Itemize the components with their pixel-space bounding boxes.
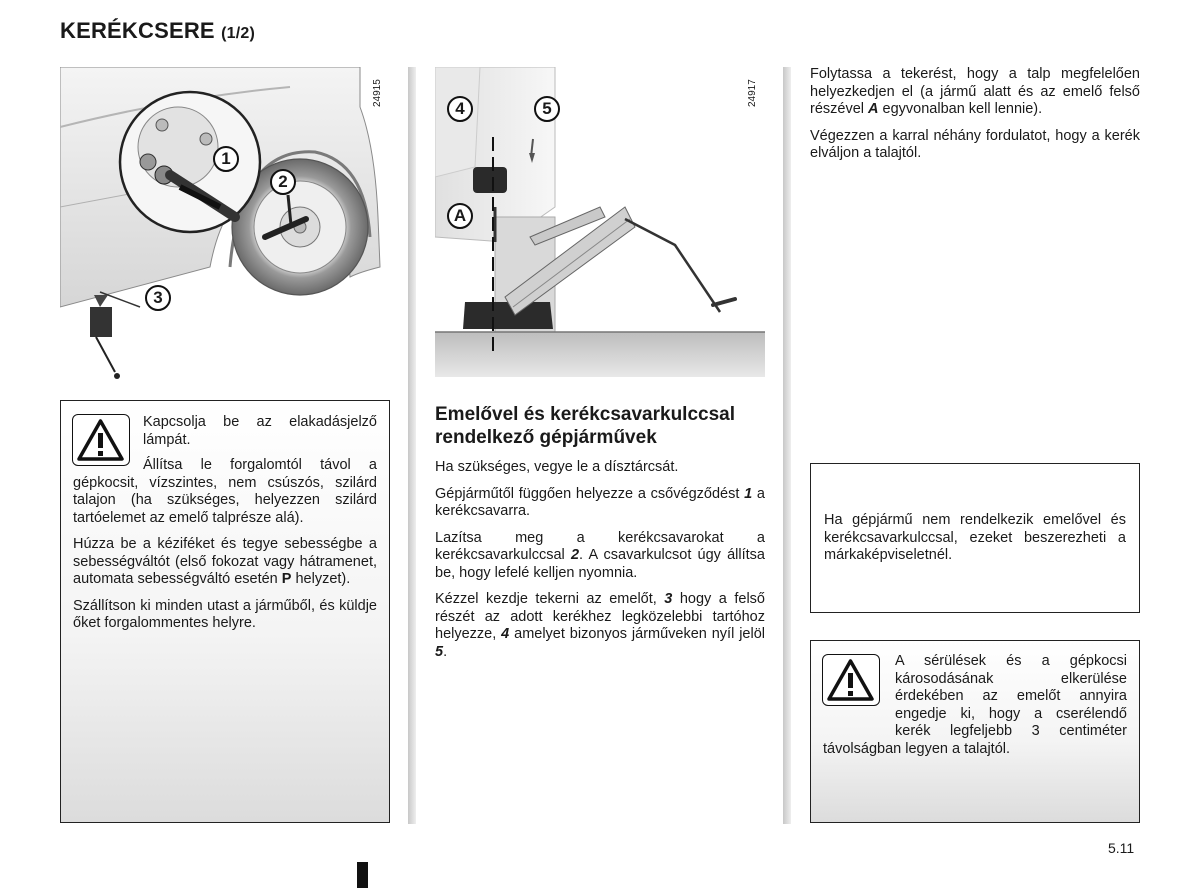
section-heading: Emelővel és kerékcsavarkulccsal rendelkező gépjárművek [435, 404, 736, 448]
page-title [60, 18, 255, 44]
warning-left-p1-a: Kapcsolja be az elakadásjelző lámpát. [143, 414, 377, 448]
callout-1: 1 [213, 146, 239, 172]
warning-left-p2: Húzza be a kéziféket és tegye sebességbe a sebességváltót (első fokozat vagy hátramenet, automata sebességváltó esetén P helyzet). [73, 536, 377, 587]
step-lift-wheel: Végezzen a karral néhány fordulatot, hogy a kerék elváljon a talajtól. [810, 127, 1140, 161]
step-continue-turning: Folytassa a tekerést, hogy a talp megfelelően helyezkedjen el (a jármű alatt és az emelő felső részével A egyvonalban kell lennie). [810, 66, 1140, 117]
damage-warning-box [810, 640, 1140, 823]
callout-A: A [447, 203, 473, 229]
title-main: KERÉKCSERE [60, 18, 215, 43]
column-divider-left [408, 67, 416, 824]
callout-3: 3 [145, 285, 171, 311]
binding-mark [357, 862, 368, 888]
figure-wheel-removal [60, 67, 390, 392]
step-remove-hubcap: Ha szükséges, vegye le a dísztárcsát. [435, 459, 679, 475]
figure-jack-position [435, 67, 765, 377]
warning-left-p1-b: Állítsa le forgalomtól távol a gépkocsit, vízszintes, nem csúszós, szilárd talajon (ha szükséges, helyezzen szilárd tartóelemet az emelő talprésze alá). [73, 457, 377, 526]
figure1-number: 24915 [372, 79, 383, 107]
note-text: Ha gépjármű nem rendelkezik emelővel és kerékcsavarkulccsal, ezeket beszerezheti a márkaképviseletnél. [824, 512, 1126, 563]
step-loosen-bolts: Lazítsa meg a kerékcsavarokat a kerékcsavarkulccsal 2. A csavarkulcsot úgy állítsa be, hogy lefelé kelljen nyomnia. [435, 529, 765, 581]
callout-2: 2 [270, 169, 296, 195]
figure-wheel-removal-drawing [60, 67, 390, 392]
title-subtitle: (1/2) [221, 25, 256, 42]
note-box [810, 463, 1140, 613]
figure-jack-drawing [435, 67, 765, 377]
figure2-number: 24917 [747, 79, 758, 107]
column-divider-right [783, 67, 791, 824]
callout-5: 5 [534, 96, 560, 122]
right-column-text [810, 66, 1140, 163]
damage-warning-text: A sérülések és a gépkocsi károsodásának elkerülése érdekében az emelőt annyira engedje ki, hogy a cserélendő kerék legfeljebb 3 centiméter távolságban legyen a talajtól. [823, 653, 1127, 757]
callout-4: 4 [447, 96, 473, 122]
middle-column-text [435, 403, 765, 661]
step-position-jack: Kézzel kezdje tekerni az emelőt, 3 hogy a felső részét az adott kerékhez legközelebbi tartóhoz helyezze, 4 amelyet bizonyos járműveken nyíl jelöl 5. [435, 591, 765, 660]
safety-warning-box [60, 400, 390, 823]
warning-left-p3: Szállítson ki minden utast a járműből, és küldje őket forgalommentes helyre. [73, 597, 377, 631]
step-fit-socket: Gépjárműtől függően helyezze a csővégződést 1 a kerékcsavarra. [435, 485, 766, 519]
page-number: 5.11 [1108, 840, 1135, 856]
